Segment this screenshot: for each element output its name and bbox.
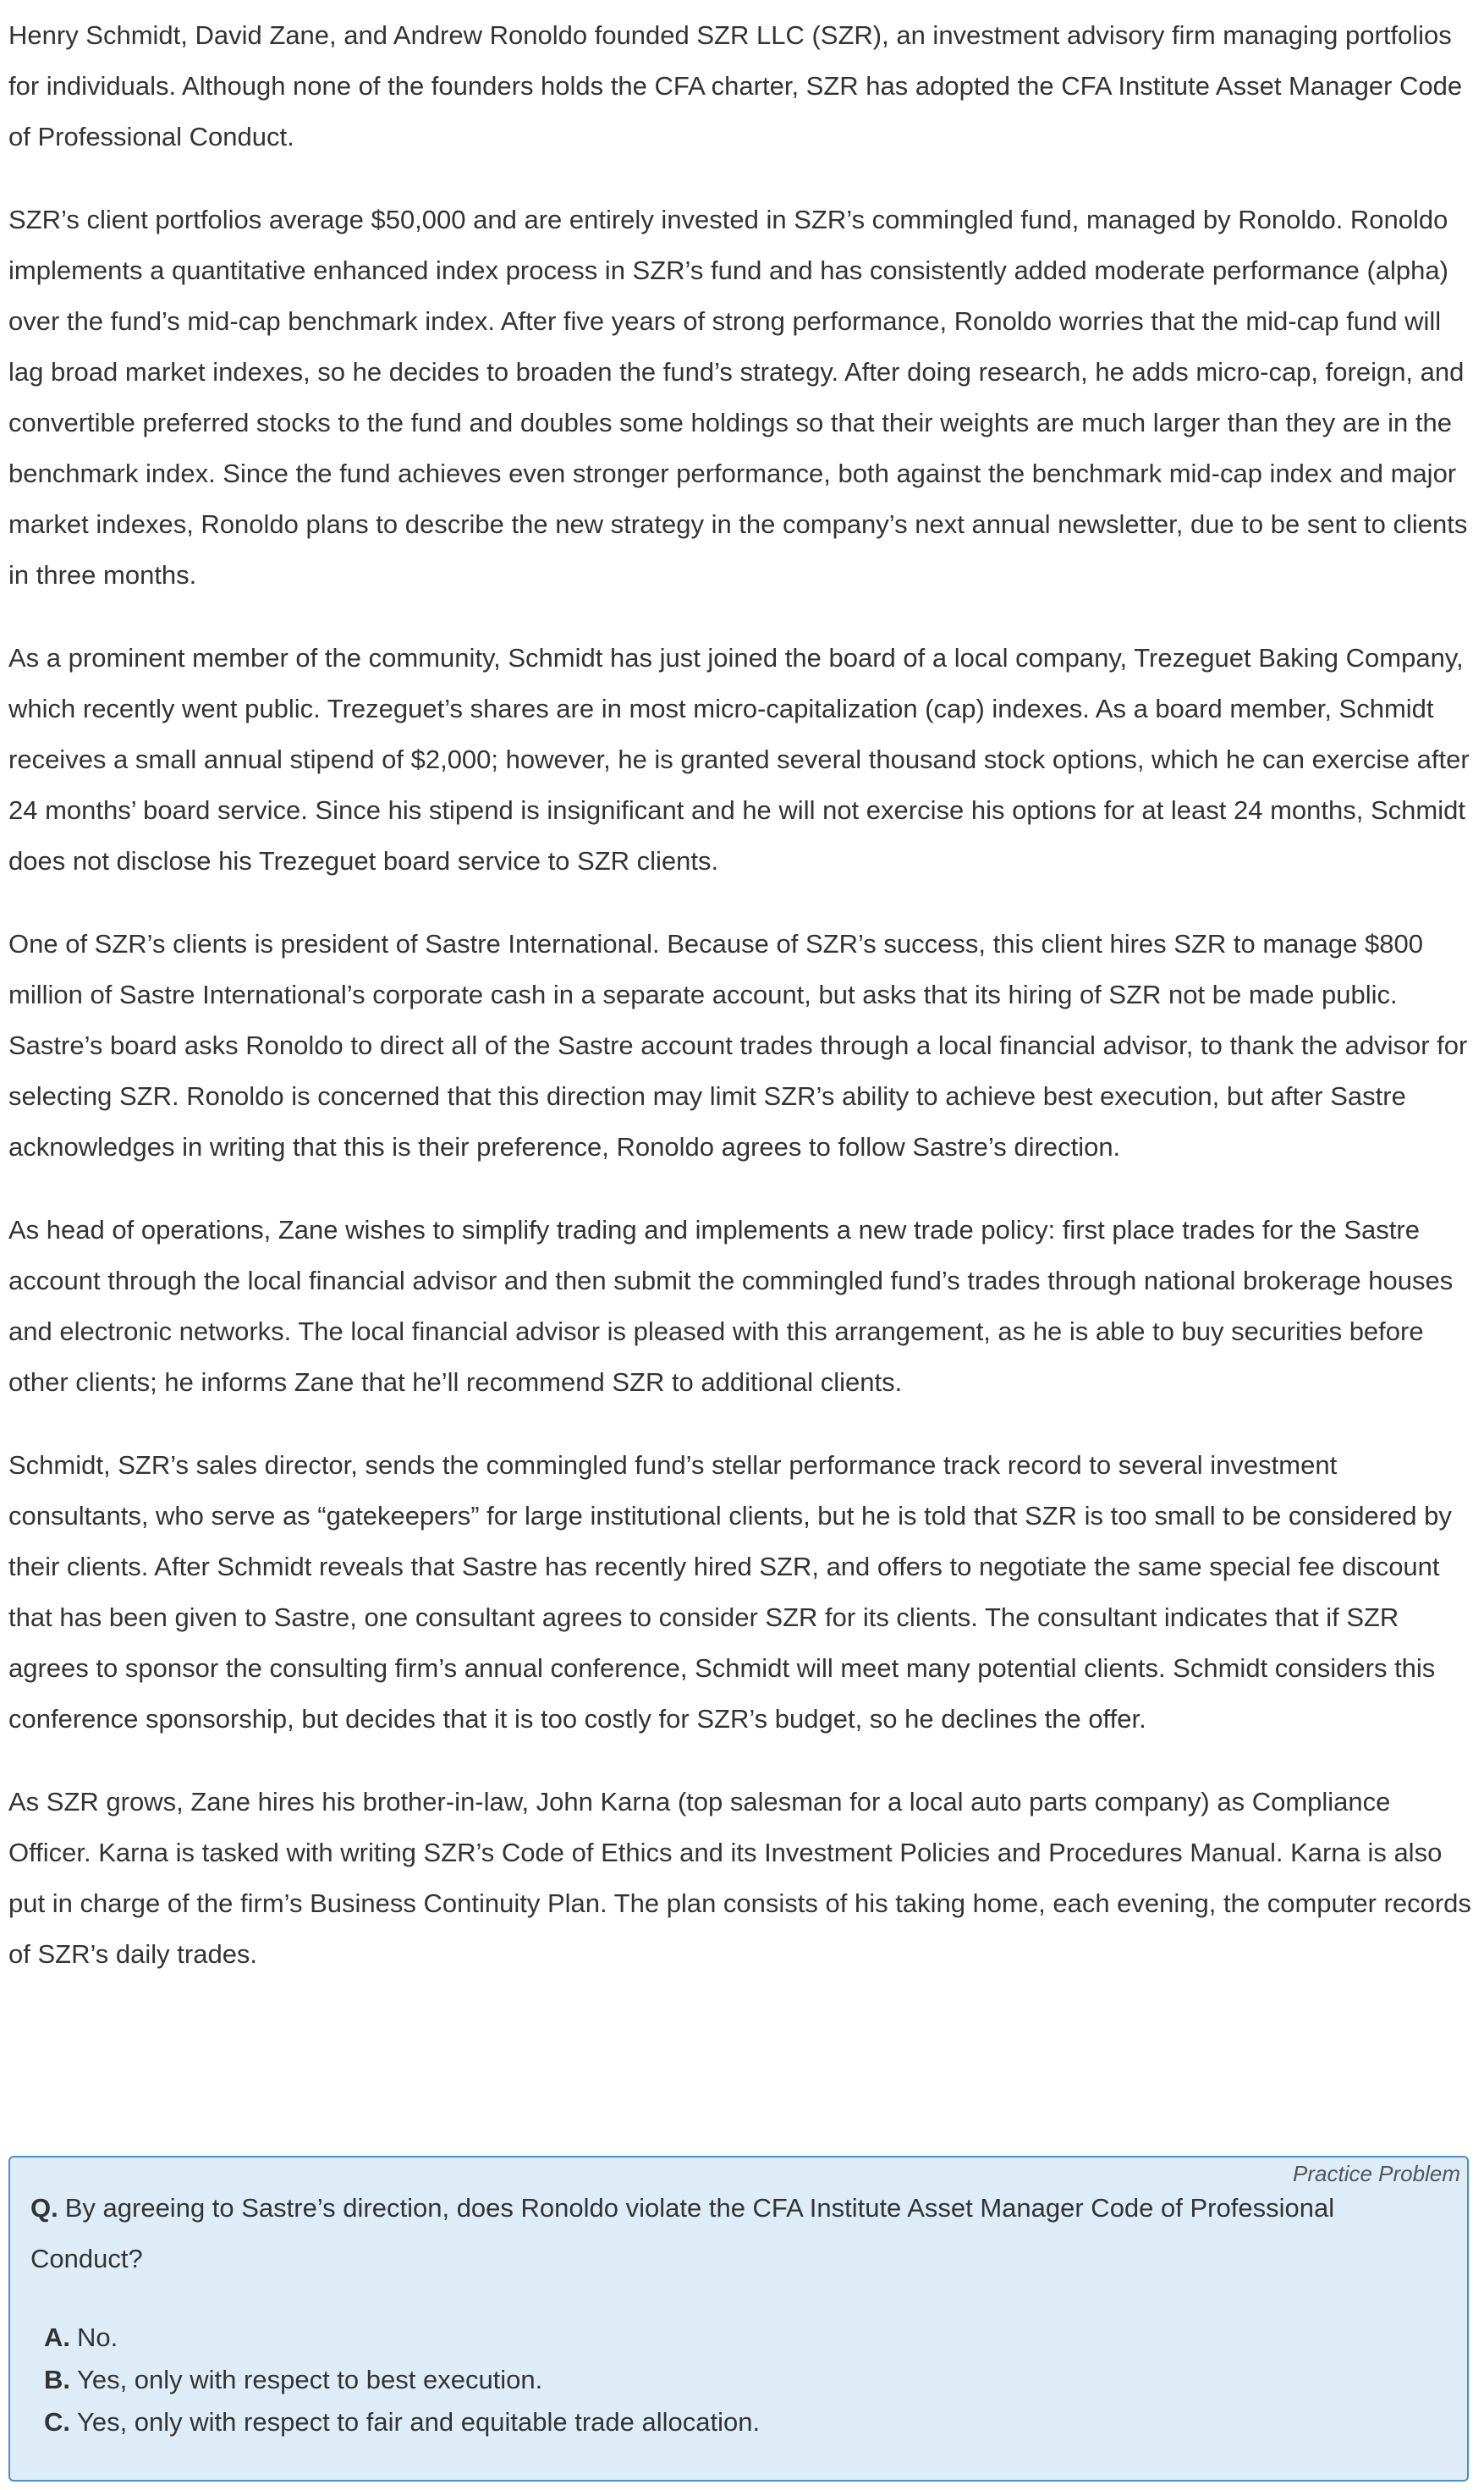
choice-letter: B. [44,2365,70,2394]
paragraph-2: SZR’s client portfolios average $50,000 and are entirely invested in SZR’s commingled fund, managed by Ronoldo. Ronoldo implements a quantitative enhanced index process in SZR’s fund and has consistently added moderate performance (alpha) over the fund’s mid-cap benchmark index. After five years of strong performance, Ronoldo worries that the mid-cap fund will lag broad market indexes, so he decides to broaden the fund’s strategy. After doing research, he adds micro-cap, foreign, and convertible preferred stocks to the fund and doubles some holdings so that their weights are much larger than they are in the benchmark index. Since the fund achieves even stronger performance, both against the benchmark mid-cap index and major market indexes, Ronoldo plans to describe the new strategy in the company’s next annual newsletter, due to be sent to clients in three months. [8,205,1468,590]
choice-text: No. [77,2322,118,2352]
paragraph-3: As a prominent member of the community, Schmidt has just joined the board of a local company, Trezeguet Baking Company, which recently went public. Trezeguet’s shares are in most micro-capitalization (cap) indexes. As a board member, Schmidt receives a small annual stipend of $2,000; however, he is granted several thousand stock options, which he can exercise after 24 months’ board service. Since his stipend is insignificant and he will not exercise his options for at least 24 months, Schmidt does not disclose his Trezeguet board service to SZR clients. [8,643,1470,876]
paragraph-7: As SZR grows, Zane hires his brother-in-law, John Karna (top salesman for a local auto parts company) as Compliance Officer. Karna is tasked with writing SZR’s Code of Ethics and its Investment Policies and Procedures Manual. Karna is also put in charge of the firm’s Business Continuity Plan. The plan consists of his taking home, each evening, the computer records of SZR’s daily trades. [8,1787,1471,1969]
practice-problem-tag: Practice Problem [1293,2161,1460,2186]
paragraph-1: Henry Schmidt, David Zane, and Andrew Ronoldo founded SZR LLC (SZR), an investment advisory firm managing portfolios for individuals. Although none of the founders holds the CFA charter, SZR has adopted the CFA Institute Asset Manager Code of Professional Conduct. [8,20,1463,151]
answer-choice-c[interactable] [44,2401,760,2443]
question [30,2183,1443,2284]
practice-problem-box [8,2156,1469,2482]
paragraph-4: One of SZR’s clients is president of Sastre International. Because of SZR’s success, this client hires SZR to manage $800 million of Sastre International’s corporate cash in a separate account, but asks that its hiring of SZR not be made public. Sastre’s board asks Ronoldo to direct all of the Sastre account trades through a local financial advisor, to thank the advisor for selecting SZR. Ronoldo is concerned that this direction may limit SZR’s ability to achieve best execution, but after Sastre acknowledges in writing that this is their preference, Ronoldo agrees to follow Sastre’s direction. [8,929,1468,1162]
choice-text: Yes, only with respect to fair and equitable trade allocation. [77,2407,761,2437]
choice-letter: A. [44,2322,70,2352]
question-text: By agreeing to Sastre’s direction, does Ronoldo violate the CFA Institute Asset Manager Code of Professional Conduct? [30,2193,1335,2273]
choice-text: Yes, only with respect to best execution. [77,2365,543,2394]
answer-choice-b[interactable] [44,2359,760,2401]
answer-choice-a[interactable] [44,2317,760,2359]
answer-choices [44,2317,760,2443]
case-text [8,10,1476,2012]
question-label: Q. [30,2193,58,2223]
paragraph-5: As head of operations, Zane wishes to simplify trading and implements a new trade policy: first place trades for the Sastre account through the local financial advisor and then submit the commingled fund’s trades through national brokerage houses and electronic networks. The local financial advisor is pleased with this arrangement, as he is able to buy securities before other clients; he informs Zane that he’ll recommend SZR to additional clients. [8,1215,1454,1397]
choice-letter: C. [44,2407,70,2437]
paragraph-6: Schmidt, SZR’s sales director, sends the commingled fund’s stellar performance track record to several investment consultants, who serve as “gatekeepers” for large institutional clients, but he is told that SZR is too small to be considered by their clients. After Schmidt reveals that Sastre has recently hired SZR, and offers to negotiate the same special fee discount that has been given to Sastre, one consultant agrees to consider SZR for its clients. The consultant indicates that if SZR agrees to sponsor the consulting firm’s annual conference, Schmidt will meet many potential clients. Schmidt considers this conference sponsorship, but decides that it is too costly for SZR’s budget, so he declines the offer. [8,1450,1452,1734]
